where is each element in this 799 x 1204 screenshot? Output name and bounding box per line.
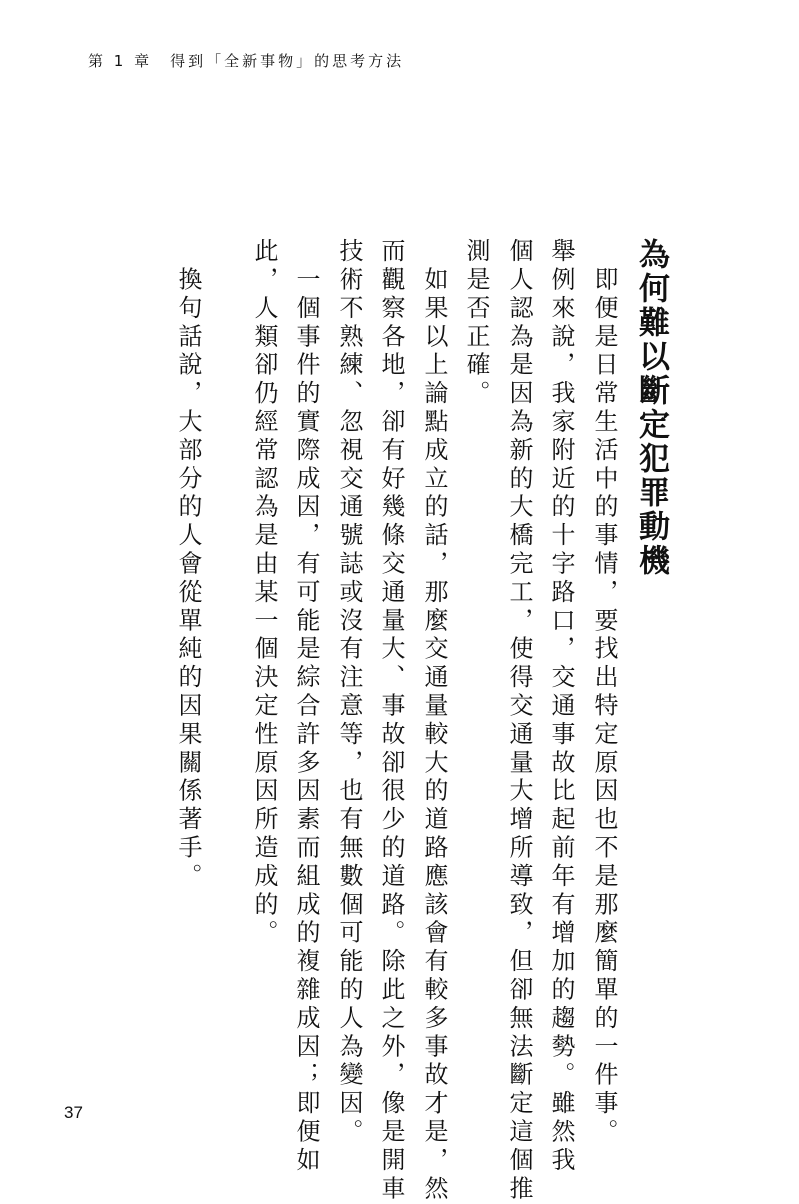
text-column: 舉例來說，我家附近的十字路口，交通事故比起前年有增加的趨勢。雖然我 [547, 238, 575, 1176]
text-column: 而觀察各地，卻有好幾條交通量大、事故卻很少的道路。除此之外，像是開車 [377, 238, 405, 1204]
section-heading: 為何難以斷定犯罪動機 [633, 238, 669, 578]
text-column: 如果以上論點成立的話，那麼交通量較大的道路應該會有較多事故才是，然 [420, 238, 448, 1204]
page-number: 37 [64, 1103, 83, 1122]
text-column: 測是否正確。 [462, 238, 490, 409]
text-column: 換句話說，大部分的人會從單純的因果關係著手。 [174, 238, 202, 892]
text-column: 一個事件的實際成因，有可能是綜合許多因素而組成的複雜成因；即便如 [292, 238, 320, 1176]
running-head: 第 1 章 得到「全新事物」的思考方法 [88, 52, 405, 70]
text-column: 個人認為是因為新的大橋完工，使得交通量大增所導致，但卻無法斷定這個推 [505, 238, 533, 1204]
text-column: 此，人類卻仍經常認為是由某一個決定性原因所造成的。 [250, 238, 278, 948]
text-column: 即便是日常生活中的事情，要找出特定原因也不是那麼簡單的一件事。 [590, 238, 618, 1147]
text-column: 技術不熟練、忽視交通號誌或沒有注意等，也有無數個可能的人為變因。 [335, 238, 363, 1147]
